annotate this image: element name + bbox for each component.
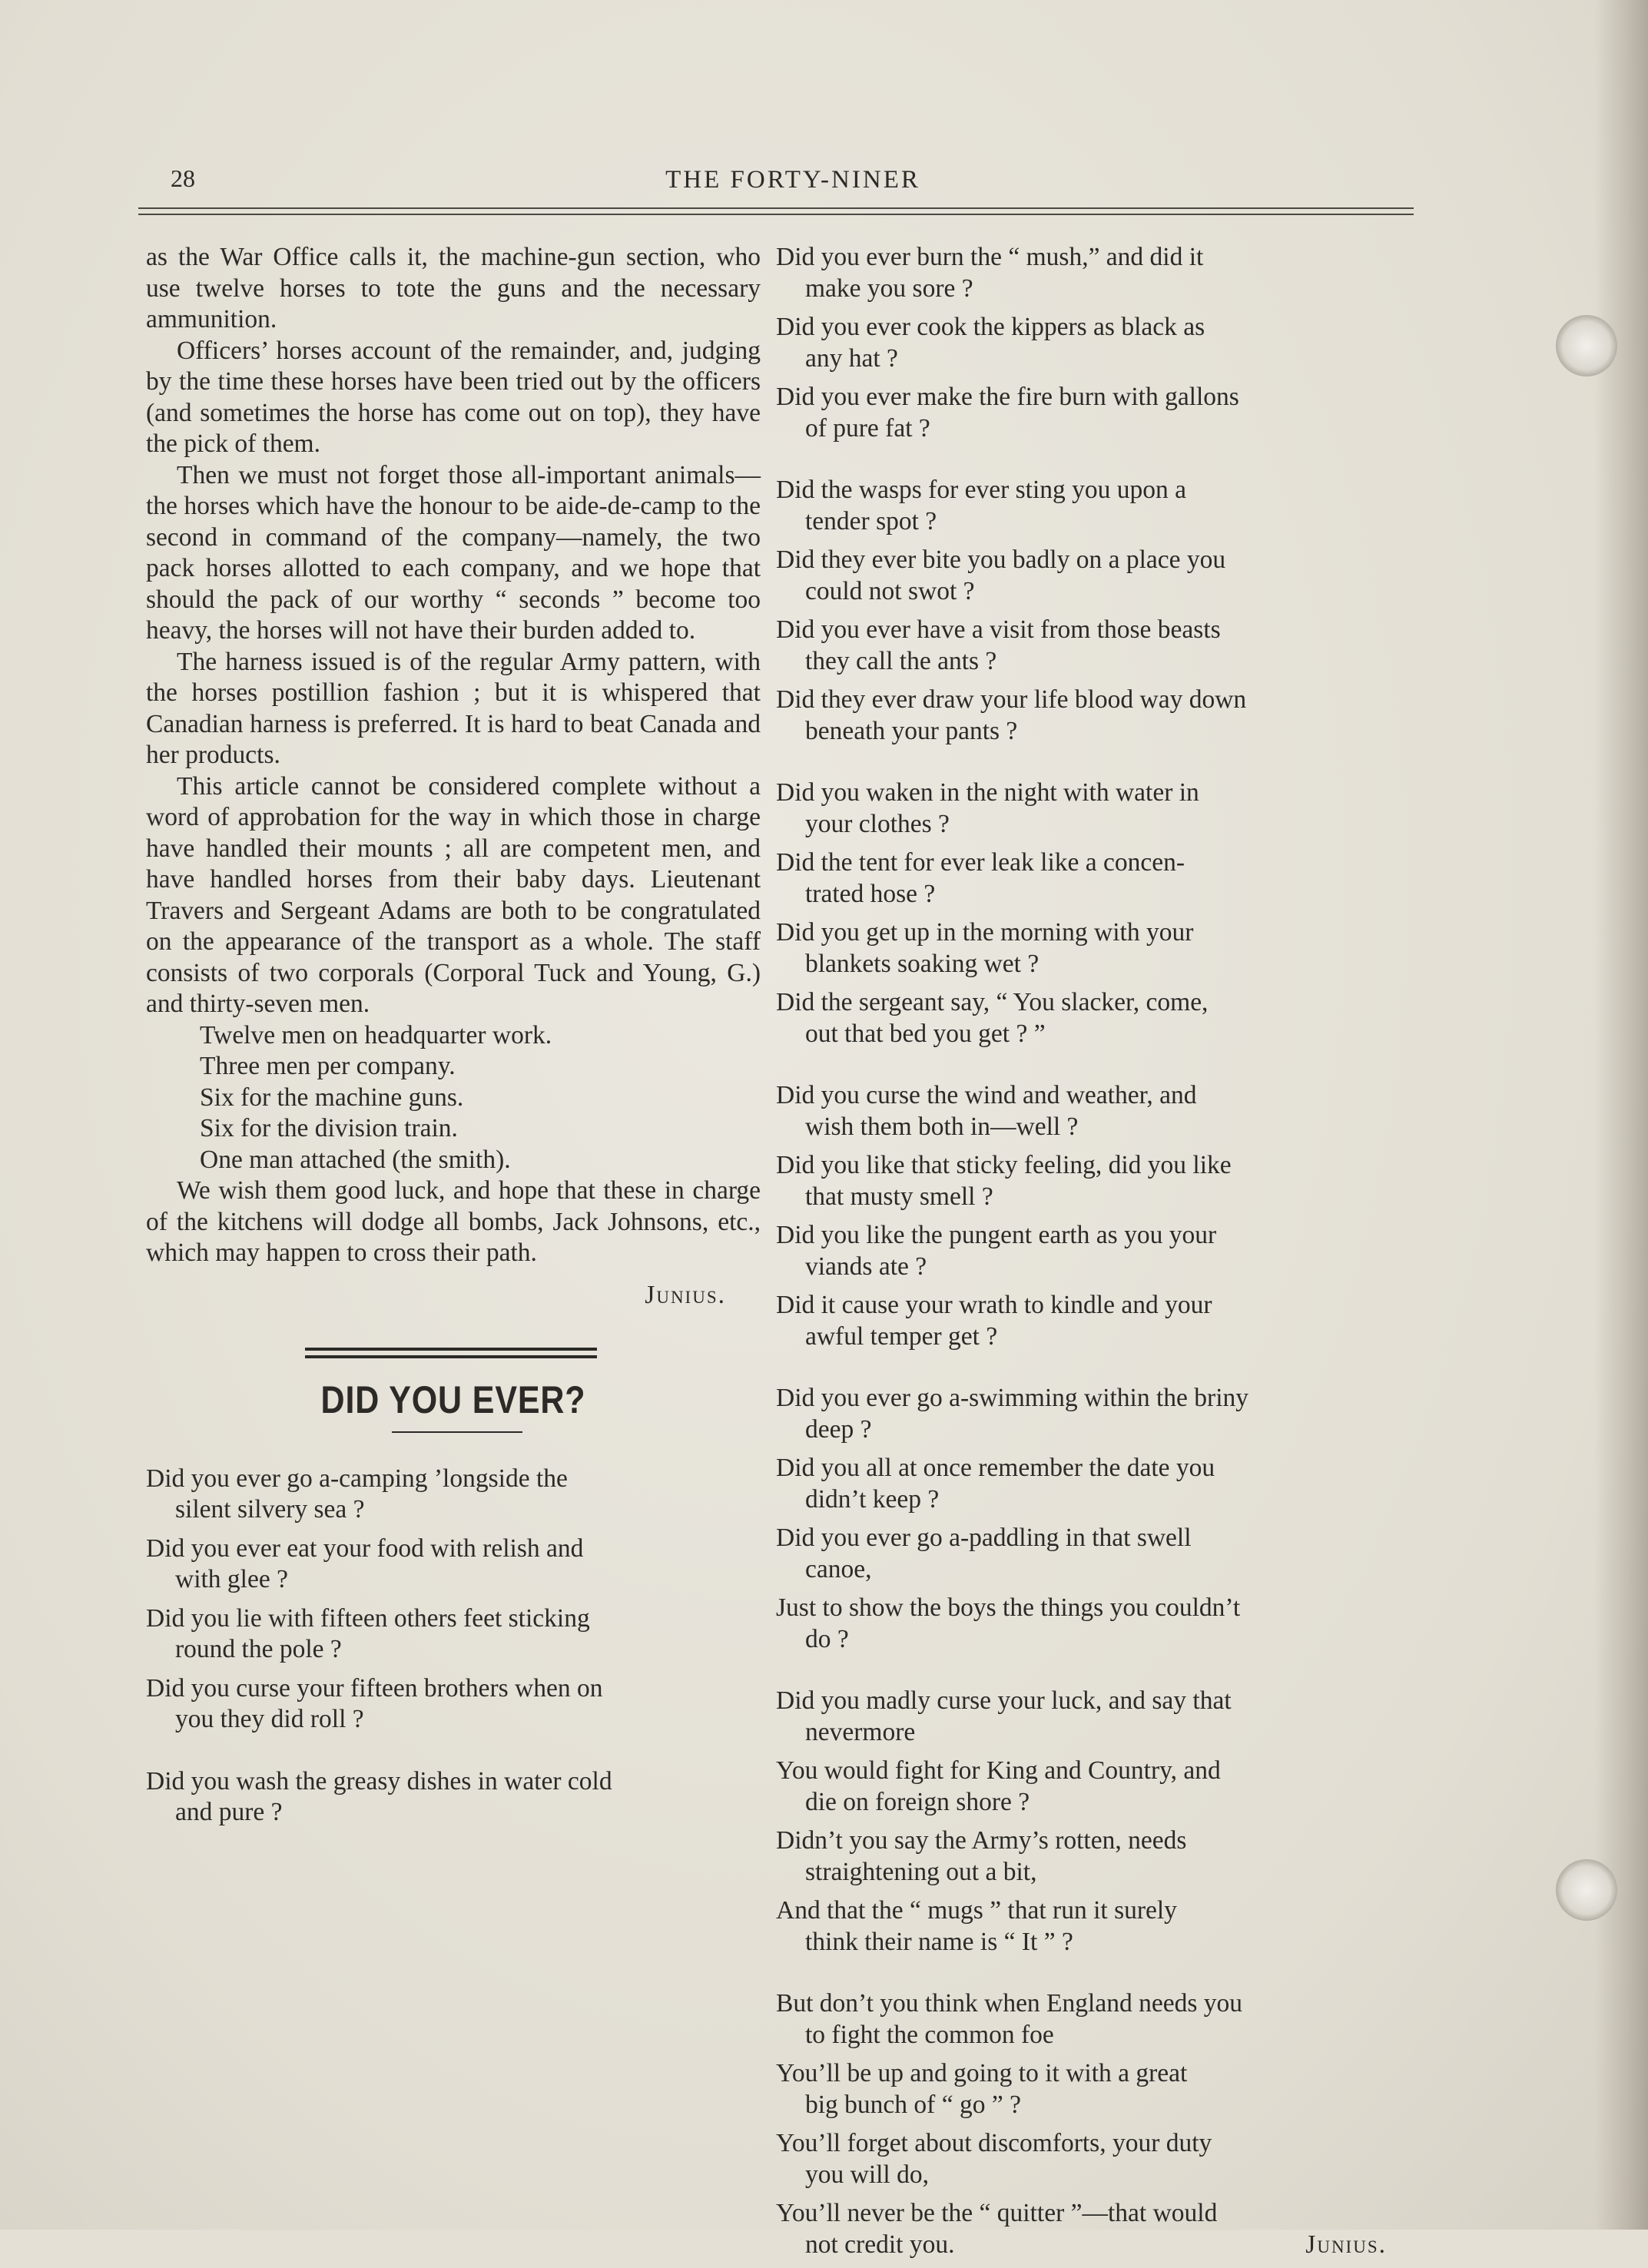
- poem-line: Did you all at once remember the date you: [776, 1454, 1215, 1482]
- poem-line: Did you ever eat your food with relish and: [146, 1534, 584, 1563]
- section-divider: [305, 1348, 597, 1358]
- staff-list-item: One man attached (the smith).: [200, 1145, 511, 1174]
- page-number: 28: [171, 164, 195, 192]
- stanza-gap: [776, 1965, 1410, 1988]
- poem-line: not credit you. Junius.: [776, 2230, 1410, 2261]
- poem-line: You would fight for King and Country, and: [776, 1756, 1221, 1785]
- poem-stanza: [776, 382, 1410, 444]
- poem-line: out that bed you get ? ”: [805, 1019, 1046, 1048]
- poem-line: think their name is “ It ” ?: [805, 1927, 1073, 1956]
- poem-line: awful temper get ?: [805, 1321, 998, 1351]
- poem-stanza: [776, 475, 1410, 537]
- poem-line: Did you ever have a visit from those beasts: [776, 615, 1221, 644]
- binding-hole-bottom: [1556, 1859, 1617, 1921]
- article-paragraph: The harness issued is of the regular Army pattern, with the horses postillion fashion ; but it is whispered that Canadian harness is preferred. It is hard to beat Canada and her products.: [146, 647, 761, 769]
- stanza-gap: [146, 1743, 761, 1766]
- stanza-gap: [776, 1057, 1410, 1080]
- page-header: [171, 161, 1415, 207]
- article-paragraph: Officers’ horses account of the remainder, and, judging by the time these horses have been tried out by the officers (and sometimes the horse has come out on top), they have the pick of them.: [146, 336, 761, 458]
- poem-line: round the pole ?: [175, 1635, 342, 1663]
- stanza-gap: [776, 754, 1410, 778]
- article-paragraph: Then we must not forget those all-important animals—the horses which have the honour to be aide-de-camp to the second in command of the company—namely, the two pack horses allotted to each company, and we hope that should the pack of our worthy “ seconds ” become too heavy, the horses will not have their burden added to.: [146, 460, 761, 645]
- poem-line: could not swot ?: [805, 576, 975, 605]
- poem-line: Did you madly curse your luck, and say that: [776, 1686, 1232, 1715]
- staff-list-item: Three men per company.: [200, 1052, 456, 1080]
- poem-line: wish them both in—well ?: [805, 1112, 1079, 1141]
- poem-stanza: [776, 2058, 1410, 2120]
- poem-line: And that the “ mugs ” that run it surely: [776, 1896, 1177, 1925]
- article-paragraph: This article cannot be considered complete without a word of approbation for the way in which those in charge have handled their mounts ; all are competent men, and have handled horses from their baby days. Lieutenant Travers and Sergeant Adams are both to be congratulated on the appearance of the transport as a whole. The staff consists of two corporals (Corporal Tuck and Young, G.) and thirty-seven men.: [146, 771, 761, 1018]
- poem-line: straightening out a bit,: [805, 1857, 1037, 1886]
- poem-right-stanzas: [776, 242, 1410, 2260]
- poem-line: they call the ants ?: [805, 646, 997, 675]
- poem-line: Did you ever make the fire burn with gallons: [776, 383, 1239, 411]
- poem-line: any hat ?: [805, 343, 898, 373]
- poem-line: viands ate ?: [805, 1252, 927, 1281]
- staff-list-item: Six for the division train.: [200, 1114, 458, 1142]
- poem-stanza: [776, 2128, 1410, 2190]
- article-closing: We wish them good luck, and hope that these in charge of the kitchens will dodge all bombs, Jack Johnsons, etc., which may happen to cross their path.: [146, 1176, 761, 1267]
- staff-list-item: Twelve men on headquarter work.: [200, 1020, 552, 1049]
- poem-line: and pure ?: [175, 1798, 283, 1826]
- staff-list-item: Six for the machine guns.: [200, 1083, 464, 1112]
- poem-stanza: [776, 615, 1410, 677]
- poem-line: blankets soaking wet ?: [805, 949, 1040, 978]
- poem-line: Did you lie with fifteen others feet sticking: [146, 1603, 590, 1633]
- binding-hole-top: [1556, 315, 1617, 376]
- poem-line: Did you ever burn the “ mush,” and did it: [776, 243, 1204, 271]
- poem-line: that musty smell ?: [805, 1182, 993, 1211]
- poem-stanza: [776, 1523, 1410, 1585]
- poem-stanza: [776, 1080, 1410, 1142]
- left-column: [146, 242, 761, 1836]
- poem-line: You’ll forget about discomforts, your duty: [776, 2129, 1212, 2157]
- poem-stanza: [776, 917, 1410, 980]
- poem-signature: Junius.: [1305, 2230, 1387, 2259]
- poem-stanza: [776, 312, 1410, 374]
- poem-line: Did it cause your wrath to kindle and your: [776, 1291, 1212, 1319]
- poem-line: Did you ever cook the kippers as black as: [776, 313, 1205, 341]
- poem-line: do ?: [805, 1624, 849, 1653]
- poem-line: Did you curse the wind and weather, and: [776, 1081, 1197, 1109]
- poem-line: die on foreign shore ?: [805, 1787, 1030, 1816]
- poem-stanza: [776, 1150, 1410, 1212]
- poem-stanza: [776, 1686, 1410, 1748]
- poem-stanza: [776, 1593, 1410, 1655]
- poem-line: Did you like the pungent earth as you your: [776, 1221, 1217, 1249]
- poem-title: DID YOU EVER?: [320, 1378, 586, 1421]
- poem-title-rule: [392, 1431, 522, 1433]
- poem-stanza: [776, 1895, 1410, 1958]
- poem-stanza: [776, 1825, 1410, 1888]
- poem-line: silent silvery sea ?: [175, 1495, 365, 1524]
- poem-line: of pure fat ?: [805, 413, 930, 443]
- poem-stanza: [776, 685, 1410, 747]
- staff-list: [146, 1020, 761, 1176]
- journal-title: THE FORTY-NINER: [665, 166, 920, 194]
- poem-stanza: [776, 1988, 1410, 2051]
- header-rule-1: [138, 207, 1414, 209]
- poem-line: your clothes ?: [805, 809, 950, 838]
- poem-stanza: [776, 1453, 1410, 1515]
- poem-line: Did the sergeant say, “ You slacker, come,: [776, 988, 1209, 1016]
- poem-line: Did you like that sticky feeling, did you like: [776, 1151, 1232, 1179]
- poem-line: beneath your pants ?: [805, 716, 1018, 745]
- poem-line: Did you wash the greasy dishes in water cold: [146, 1766, 612, 1796]
- stanza-gap: [776, 1360, 1410, 1383]
- poem-stanza: [776, 987, 1410, 1049]
- poem-line: Did you ever go a-camping ’longside the: [146, 1464, 568, 1493]
- poem-line: Did they ever draw your life blood way down: [776, 685, 1247, 714]
- poem-line: Did you get up in the morning with your: [776, 918, 1194, 947]
- poem-left-stanzas: [146, 1464, 761, 1829]
- poem-stanza: [776, 778, 1410, 840]
- article-signature: Junius.: [645, 1280, 726, 1309]
- poem-stanza: [776, 1383, 1410, 1445]
- poem-line: tender spot ?: [805, 506, 937, 536]
- poem-line: canoe,: [805, 1554, 872, 1583]
- poem-stanza: [146, 1464, 761, 1526]
- poem-stanza: [776, 1220, 1410, 1282]
- right-column: [776, 242, 1410, 2268]
- poem-stanza: [146, 1603, 761, 1666]
- poem-stanza: [776, 242, 1410, 304]
- stanza-gap: [776, 452, 1410, 475]
- poem-line: didn’t keep ?: [805, 1484, 940, 1514]
- poem-line: deep ?: [805, 1414, 872, 1444]
- poem-line: you will do,: [805, 2160, 929, 2189]
- poem-line: You’ll never be the “ quitter ”—that would: [776, 2199, 1218, 2227]
- poem-line: you they did roll ?: [175, 1705, 364, 1733]
- poem-line: Did the tent for ever leak like a concen-: [776, 848, 1185, 877]
- poem-line: Did you waken in the night with water in: [776, 778, 1199, 807]
- stanza-gap: [776, 1663, 1410, 1686]
- poem-stanza: [776, 847, 1410, 910]
- poem-line: Didn’t you say the Army’s rotten, needs: [776, 1826, 1187, 1855]
- poem-line: Did you ever go a-swimming within the briny: [776, 1384, 1249, 1412]
- poem-line: Just to show the boys the things you couldn’t: [776, 1593, 1241, 1622]
- poem-line: to fight the common foe: [805, 2020, 1054, 2049]
- article-body: [146, 242, 761, 1020]
- header-rule-2: [138, 214, 1414, 215]
- poem-stanza: [146, 1673, 761, 1736]
- poem-line: Did they ever bite you badly on a place you: [776, 545, 1226, 574]
- poem-line: Did the wasps for ever sting you upon a: [776, 476, 1187, 504]
- poem-stanza: [776, 1290, 1410, 1352]
- poem-line: Did you ever go a-paddling in that swell: [776, 1524, 1192, 1552]
- poem-line: with glee ?: [175, 1565, 288, 1593]
- poem-stanza: [146, 1534, 761, 1596]
- poem-line: big bunch of “ go ” ?: [805, 2090, 1021, 2119]
- poem-line: trated hose ?: [805, 879, 936, 908]
- poem-line: But don’t you think when England needs you: [776, 1989, 1242, 2018]
- poem-line: nevermore: [805, 1717, 916, 1746]
- poem-line: Did you curse your fifteen brothers when on: [146, 1673, 603, 1703]
- poem-line: You’ll be up and going to it with a great: [776, 2059, 1188, 2087]
- poem-stanza: [776, 1756, 1410, 1818]
- poem-stanza: [776, 545, 1410, 607]
- poem-stanza: [146, 1766, 761, 1829]
- poem-line: make you sore ?: [805, 274, 973, 303]
- article-paragraph: as the War Office calls it, the machine-gun section, who use twelve horses to tote the guns and the necessary ammunition.: [146, 243, 761, 333]
